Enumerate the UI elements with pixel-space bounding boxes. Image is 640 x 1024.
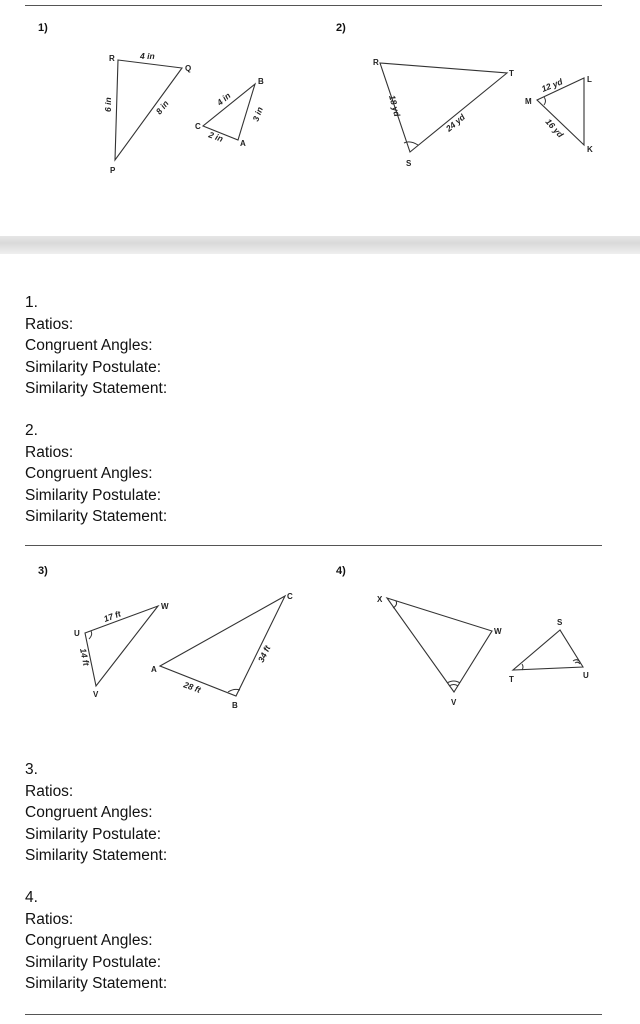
vertex-label: W (161, 602, 169, 611)
vertex-label: W (494, 627, 502, 636)
side-length: 17 ft (102, 608, 123, 624)
side-length: 3 in (250, 105, 265, 123)
ratios-label: Ratios: (25, 910, 74, 928)
figure-problem-3-4 (0, 545, 640, 725)
similarity-statement-label: Similarity Statement: (25, 847, 168, 864)
vertex-label: R (373, 58, 379, 67)
page-gap (0, 236, 640, 254)
side-length: 24 yd (443, 111, 467, 134)
angle-mark-v-inner (449, 685, 458, 687)
figure-problem-1-2 (0, 0, 640, 236)
angle-mark-s (404, 142, 418, 145)
vertex-label: B (258, 77, 264, 86)
side-length: 2 in (207, 129, 225, 144)
side-length: 18 yd (387, 93, 403, 118)
similarity-postulate-label: Similarity Postulate: (25, 825, 162, 843)
vertex-label: K (587, 145, 593, 154)
question-block-2 (25, 420, 167, 528)
vertex-label: L (587, 75, 592, 84)
problem-number-3: 3) (38, 565, 48, 577)
similarity-postulate-label: Similarity Postulate: (25, 486, 162, 504)
similarity-statement-label: Similarity Statement: (25, 380, 168, 397)
similarity-postulate-label: Similarity Postulate: (25, 358, 162, 376)
side-length: 14 ft (78, 647, 92, 667)
vertex-label: Q (185, 64, 192, 73)
side-length: 4 in (140, 51, 155, 61)
question-number: 4. (25, 889, 38, 906)
similarity-statement-label: Similarity Statement: (25, 508, 168, 525)
vertex-label: S (406, 159, 412, 168)
angle-mark-u (89, 631, 92, 639)
vertex-label: X (377, 595, 383, 604)
question-block-4 (25, 887, 167, 995)
triangle-stu (513, 630, 583, 670)
angle-mark-m (544, 97, 546, 105)
vertex-label: V (451, 698, 457, 707)
side-length: 34 ft (255, 643, 273, 664)
vertex-label: B (232, 701, 238, 710)
side-length: 8 in (153, 98, 171, 117)
side-length: 4 in (214, 90, 233, 108)
vertex-label: U (74, 629, 80, 638)
vertex-label: A (240, 139, 246, 148)
ratios-label: Ratios: (25, 315, 74, 333)
problem-number-1: 1) (38, 22, 48, 34)
vertex-label: A (151, 665, 157, 674)
vertex-label: C (195, 122, 201, 131)
problem-number-4: 4) (336, 565, 346, 577)
congruent-angles-label: Congruent Angles: (25, 465, 153, 482)
ratios-label: Ratios: (25, 443, 74, 461)
vertex-label: P (110, 166, 116, 175)
congruent-angles-label: Congruent Angles: (25, 932, 153, 949)
side-length: 12 yd (540, 76, 564, 94)
angle-mark-u-inner (575, 662, 580, 664)
triangle-xwv (387, 598, 492, 692)
vertex-label: V (93, 690, 99, 699)
problem-number-2: 2) (336, 22, 346, 34)
question-block-1 (25, 292, 167, 400)
side-length: 16 yd (543, 116, 566, 140)
congruent-angles-label: Congruent Angles: (25, 804, 153, 821)
vertex-label: T (509, 675, 514, 684)
question-number: 1. (25, 294, 38, 311)
vertex-label: S (557, 618, 563, 627)
similarity-statement-label: Similarity Statement: (25, 975, 168, 992)
question-number: 3. (25, 761, 38, 778)
question-number: 2. (25, 422, 38, 439)
side-length: 6 in (103, 97, 113, 112)
vertex-label: R (109, 54, 115, 63)
angle-mark-t (522, 664, 523, 670)
congruent-angles-label: Congruent Angles: (25, 337, 153, 354)
bottom-rule (25, 1014, 602, 1015)
vertex-label: M (525, 97, 532, 106)
vertex-label: C (287, 592, 293, 601)
ratios-label: Ratios: (25, 782, 74, 800)
angle-mark-v-outer (447, 681, 460, 683)
side-length: 28 ft (182, 679, 203, 695)
similarity-postulate-label: Similarity Postulate: (25, 953, 162, 971)
vertex-label: U (583, 671, 589, 680)
vertex-label: T (509, 69, 514, 78)
triangle-rqp (115, 60, 182, 160)
question-block-3 (25, 759, 167, 867)
